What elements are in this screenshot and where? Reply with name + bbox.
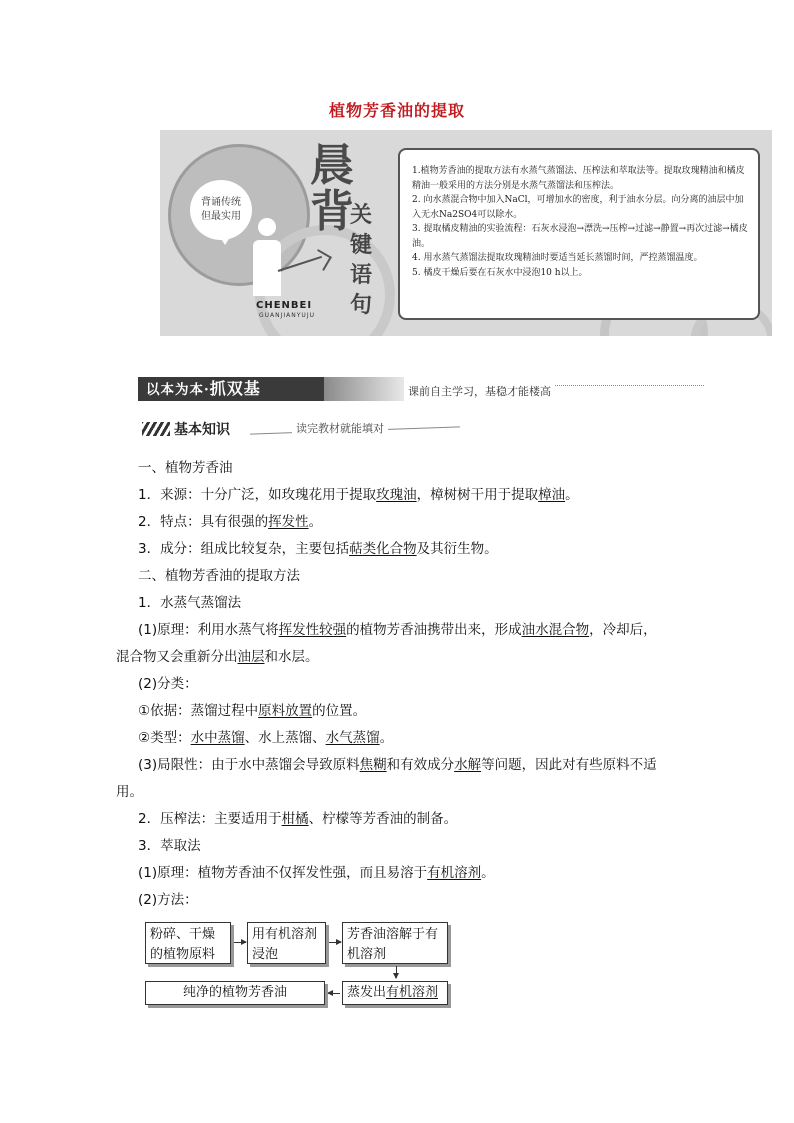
flow-arrow — [329, 942, 341, 943]
answer: 油水混合物 — [521, 622, 590, 638]
paragraph: 用。 — [116, 784, 143, 800]
flow-box-soak: 用有机溶剂浸泡 — [247, 922, 326, 964]
paragraph: 2．特点：具有很强的挥发性。 — [138, 514, 323, 530]
paragraph: (1)原理：利用水蒸气将挥发性较强的植物芳香油携带出来，形成油水混合物，冷却后， — [138, 622, 657, 638]
stripes-icon — [142, 422, 170, 436]
bubble-line: 但最实用 — [201, 211, 241, 222]
subsection-title: 基本知识 — [174, 422, 230, 438]
answer: 油层 — [237, 649, 265, 665]
paragraph: (3)局限性：由于水中蒸馏会导致原料焦糊和有效成分水解等问题，因此对有些原料不适 — [138, 757, 657, 773]
flow-box-evaporate: 蒸发出有机溶剂 — [342, 981, 448, 1005]
banner-brand-sub: GUANJIANYUJU — [259, 312, 315, 319]
person-icon — [258, 218, 276, 236]
paragraph: ①依据：蒸馏过程中原料放置的位置。 — [138, 703, 367, 719]
flow-box-dissolve: 芳香油溶解于有机溶剂 — [342, 922, 448, 964]
banner-side-text: 关键语句 — [350, 202, 373, 318]
paragraph: (2)分类： — [138, 676, 198, 692]
flow-arrow-left — [328, 993, 340, 994]
answer: 原料放置 — [258, 703, 313, 719]
answer: 有机溶剂 — [386, 985, 439, 1000]
paragraph: ②类型：水中蒸馏、水上蒸馏、水气蒸馏。 — [138, 730, 394, 746]
section-header — [138, 377, 708, 401]
key-sentence: 1.植物芳香油的提取方法有水蒸气蒸馏法、压榨法和萃取法等。提取玫瑰精油和橘皮精油一般采用的方法分别是水蒸气蒸馏法和压榨法。 — [412, 166, 745, 191]
section-slogan: 课前自主学习，基稳才能楼高 — [404, 383, 555, 399]
method-title: 1．水蒸气蒸馏法 — [138, 595, 242, 611]
banner-char-chen: 晨 — [310, 140, 354, 191]
bubble-line: 背诵传统 — [201, 197, 241, 208]
heading-2: 二、植物芳香油的提取方法 — [138, 568, 300, 584]
paragraph: (1)原理：植物芳香油不仅挥发性强，而且易溶于有机溶剂。 — [138, 865, 495, 881]
section-gradient — [324, 377, 404, 401]
paragraph: (2)方法： — [138, 892, 198, 908]
answer: 水解 — [454, 757, 482, 773]
main-content — [116, 455, 686, 914]
page-title: 植物芳香油的提取 — [328, 101, 465, 120]
answer: 焦糊 — [359, 757, 387, 773]
answer: 挥发性 — [268, 514, 309, 530]
answer: 挥发性较强 — [278, 622, 347, 638]
answer: 水中蒸馏 — [190, 730, 245, 746]
flow-box-pure-oil: 纯净的植物芳香油 — [145, 981, 325, 1005]
key-sentence: 3. 提取橘皮精油的实验流程：石灰水浸泡→漂洗→压榨→过滤→静置→再次过滤→橘皮油。 — [412, 224, 748, 249]
paragraph: 1．来源：十分广泛，如玫瑰花用于提取玫瑰油，樟树树干用于提取樟油。 — [138, 487, 579, 503]
key-sentences-box — [398, 148, 760, 320]
section-label-a: 以本为本· — [146, 382, 210, 398]
answer: 水气蒸馏 — [325, 730, 380, 746]
section-label-b: 抓双基 — [209, 379, 261, 398]
paragraph: 3．成分：组成比较复杂，主要包括萜类化合物及其衍生物。 — [138, 541, 498, 557]
person-body — [253, 240, 281, 296]
section-label — [138, 377, 324, 401]
banner-brand: CHENBEI — [256, 300, 313, 311]
key-sentence: 4. 用水蒸气蒸馏法提取玫瑰精油时要适当延长蒸馏时间，严控蒸馏温度。 — [412, 253, 703, 263]
answer: 有机溶剂 — [427, 865, 482, 881]
paragraph: 混合物又会重新分出油层和水层。 — [116, 649, 319, 665]
flow-arrow-down — [396, 966, 397, 978]
bubble-tail — [218, 234, 232, 245]
heading-1: 一、植物芳香油 — [138, 460, 233, 476]
banner-char-bei: 背 — [310, 186, 354, 237]
answer: 萜类化合物 — [349, 541, 417, 557]
paragraph: 2．压榨法：主要适用于柑橘、柠檬等芳香油的制备。 — [138, 811, 458, 827]
answer: 玫瑰油 — [376, 487, 417, 503]
answer: 柑橘 — [281, 811, 309, 827]
flow-box-raw-material: 粉碎、干燥的植物原料 — [145, 922, 231, 964]
speech-bubble — [190, 180, 252, 240]
banner — [160, 130, 772, 336]
flow-arrow — [234, 942, 246, 943]
method-title: 3．萃取法 — [138, 838, 201, 854]
key-sentence: 5. 橘皮干燥后要在石灰水中浸泡10 h以上。 — [412, 267, 588, 278]
subsection-note: 读完教材就能填对 — [292, 420, 388, 436]
key-sentence: 2. 向水蒸混合物中加入NaCl，可增加水的密度，利于油水分层。向分离的油层中加入无水Na2SO4可以除水。 — [412, 195, 744, 220]
answer: 樟油 — [538, 487, 566, 503]
subsection-header — [142, 418, 462, 440]
